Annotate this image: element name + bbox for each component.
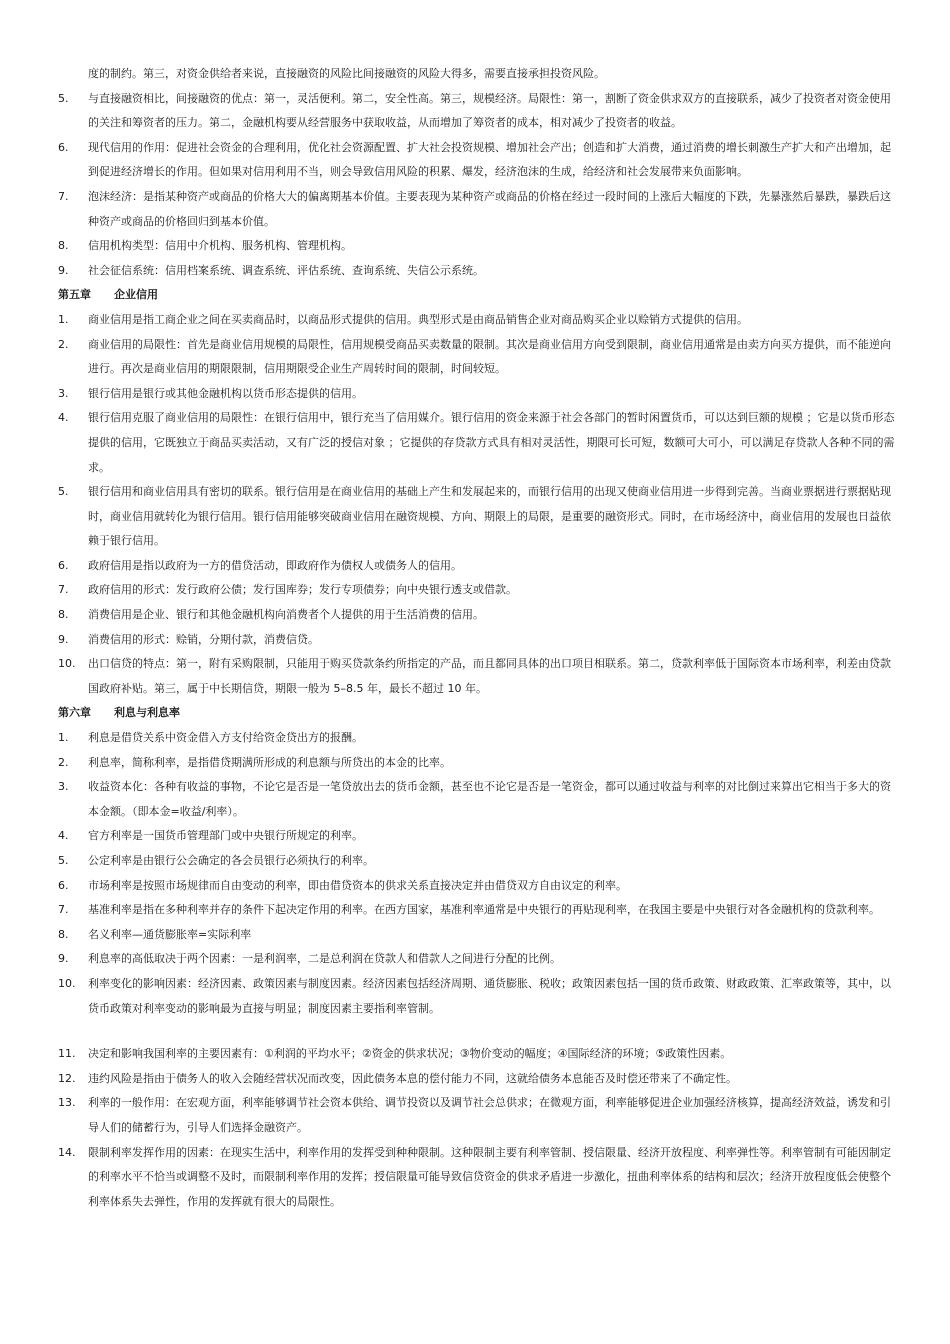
item-text: 消费信用的形式：赊销，分期付款，消费信贷。 [88, 632, 319, 646]
item-number: 9. [58, 263, 69, 277]
item-text: 现代信用的作用：促进社会资金的合理利用，优化社会资源配置、扩大社会投资规模、增加社会产出；创造和扩大消费，通过消费的增长刺激生产扩大和产出增加，起到促进经济增长的作用。但如果对信用利用不当，则会导致信用风险的积累、爆发，经济泡沫的生成，给经济和社会发展带来负面影响。 [88, 140, 891, 179]
item-number: 4. [58, 411, 69, 425]
chapter-title: 企业信用 [114, 288, 158, 302]
list-item [58, 1141, 900, 1215]
item-number: 1. [58, 731, 69, 745]
document-content [58, 62, 900, 1214]
list-item [58, 898, 900, 923]
continuation-paragraph: 度的制约。第三，对资金供给者来说，直接融资的风险比间接融资的风险大得多，需要直接承担投资风险。 [88, 67, 605, 80]
item-text: 银行信用和商业信用具有密切的联系。银行信用是在商业信用的基础上产生和发展起来的，而银行信用的出现又使商业信用进一步得到完善。当商业票据进行票据贴现时，商业信用就转化为银行信用。银行信用能够突破商业信用在融资规模、方向、期限上的局限，是重要的融资形式。同时，在市场经济中，商业信用的发展也日益依赖于银行信用。 [88, 485, 891, 548]
list-item [58, 874, 900, 899]
list-item [58, 333, 900, 382]
item-number: 4. [58, 829, 69, 843]
chapter-heading [58, 701, 900, 726]
blank-line [58, 1021, 900, 1042]
list-item [58, 824, 900, 849]
item-text: 名义利率—通货膨胀率=实际利率 [88, 927, 252, 941]
list-item [58, 554, 900, 579]
item-text: 公定利率是由银行公会确定的各会员银行必须执行的利率。 [88, 854, 374, 867]
item-number: 5. [58, 485, 69, 499]
item-text: 利率的一般作用：在宏观方面，利率能够调节社会资本供给、调节投资以及调节社会总供求；在微观方面，利率能够促进企业加强经济核算，提高经济效益，诱发和引导人们的储蓄行为，引导人们选择金融资产。 [88, 1096, 891, 1134]
item-text: 与直接融资相比，间接融资的优点：第一，灵活便利。第二，安全性高。第三，规模经济。局限性：第一，割断了资金供求双方的直接联系，减少了投资者对资金使用的关注和筹资者的压力。第二，金融机构要从经营服务中获取收益，从而增加了筹资者的成本，相对减少了投资者的收益。 [88, 91, 891, 130]
item-number: 10. [58, 657, 76, 671]
item-text: 决定和影响我国利率的主要因素有：①利润的平均水平；②资金的供求状况；③物价变动的幅度；④国际经济的环境；⑤政策性因素。 [88, 1047, 732, 1061]
list-item [58, 726, 900, 751]
chapter-number: 第六章 [58, 706, 91, 720]
item-text: 政府信用是指以政府为一方的借贷活动，即政府作为债权人或债务人的信用。 [88, 558, 462, 572]
item-number: 3. [58, 780, 69, 794]
item-number: 14. [58, 1145, 76, 1159]
list-item [58, 1067, 900, 1092]
item-text: 政府信用的形式：发行政府公债；发行国库券；发行专项债券；向中央银行透支或借款。 [88, 583, 517, 597]
item-text: 商业信用是指工商企业之间在买卖商品时，以商品形式提供的信用。典型形式是由商品销售企业对商品购买企业以赊销方式提供的信用。 [88, 312, 748, 326]
list-item [58, 136, 900, 185]
item-text: 消费信用是企业、银行和其他金融机构向消费者个人提供的用于生活消费的信用。 [88, 608, 484, 622]
item-number: 3. [58, 386, 69, 400]
list-item [58, 578, 900, 603]
list-item [58, 652, 900, 701]
list-item [58, 1091, 900, 1140]
item-number: 6. [58, 558, 69, 572]
chapter6-list-continued [58, 1042, 900, 1214]
item-number: 1. [58, 312, 69, 326]
item-number: 13. [58, 1096, 76, 1110]
item-number: 11. [58, 1047, 76, 1061]
item-number: 6. [58, 878, 69, 892]
list-item [58, 87, 900, 136]
item-text: 泡沫经济：是指某种资产或商品的价格大大的偏离期基本价值。主要表现为某种资产或商品的价格在经过一段时间的上涨后大幅度的下跌，先暴涨然后暴跌，暴跌后这种资产或商品的价格回归到基本价值。 [88, 189, 891, 228]
list-item [58, 480, 900, 554]
item-number: 5. [58, 854, 69, 867]
list-item [58, 972, 900, 1021]
item-text: 基准利率是指在多种利率并存的条件下起决定作用的利率。在西方国家，基准利率通常是中央银行的再贴现利率，在我国主要是中央银行对各金融机构的贷款利率。 [88, 903, 880, 917]
list-item [58, 382, 900, 407]
list-item [58, 849, 900, 874]
item-text: 银行信用是银行或其他金融机构以货币形态提供的信用。 [88, 386, 363, 400]
item-number: 7. [58, 583, 69, 597]
list-item [58, 751, 900, 776]
item-text: 银行信用克服了商业信用的局限性：在银行信用中，银行充当了信用媒介。银行信用的资金来源于社会各部门的暂时闲置货币，可以达到巨额的规模 ；它是以货币形态提供的信用，它既独立于商品买卖活动，又有广泛的授信对象 ；它提供的存贷款方式具有相对灵活性，期限可长可短，数额可大可小，可以满足存贷款人各种不同的需求。 [88, 411, 895, 474]
list-item [58, 947, 900, 972]
list-item [58, 775, 900, 824]
item-number: 2. [58, 755, 69, 769]
item-text: 商业信用的局限性：首先是商业信用规模的局限性，信用规模受商品买卖数量的限制。其次是商业信用方向受到限制，商业信用通常是由卖方向买方提供，而不能逆向进行。再次是商业信用的期限限制，信用期限受企业生产周转时间的限制，时间较短。 [88, 337, 891, 376]
item-text: 利息率，简称利率，是指借贷期满所形成的利息额与所贷出的本金的比率。 [88, 755, 451, 769]
item-text: 利息是借贷关系中资金借入方支付给资金贷出方的报酬。 [88, 731, 363, 745]
list-item [58, 603, 900, 628]
item-number: 8. [58, 927, 69, 941]
list-item [58, 923, 900, 948]
item-text: 限制利率发挥作用的因素：在现实生活中，利率作用的发挥受到种种限制。这种限制主要有利率管制、授信限量、经济开放程度、利率弹性等。利率管制有可能因制定的利率水平不恰当或调整不及时，而限制利率作用的发挥；授信限量可能导致信贷资金的供求矛盾进一步激化，扭曲利率体系的结构和层次；经济开放程度低会使整个利率体系失去弹性，作用的发挥就有很大的局限性。 [88, 1145, 891, 1208]
item-text: 社会征信系统：信用档案系统、调查系统、评估系统、查询系统、失信公示系统。 [88, 263, 484, 277]
item-text: 利息率的高低取决于两个因素：一是利润率，二是总利润在贷款人和借款人之间进行分配的比例。 [88, 952, 561, 966]
list-item [58, 259, 900, 284]
item-number: 9. [58, 632, 69, 646]
chapter5-list [58, 308, 900, 702]
item-number: 8. [58, 239, 69, 253]
item-text: 市场利率是按照市场规律而自由变动的利率，即由借贷资本的供求关系直接决定并由借贷双方自由议定的利率。 [88, 878, 627, 892]
list-item [58, 1042, 900, 1067]
item-number: 5. [58, 91, 69, 105]
item-number: 6. [58, 140, 69, 154]
chapter-number: 第五章 [58, 288, 91, 302]
chapter4-list [58, 87, 900, 284]
list-item [58, 234, 900, 259]
item-text: 违约风险是指由于债务人的收入会随经营状况而改变，因此债务本息的偿付能力不同，这就给债务本息能否及时偿还带来了不确定性。 [88, 1071, 737, 1085]
item-number: 8. [58, 608, 69, 622]
chapter6-list [58, 726, 900, 1021]
item-number: 7. [58, 189, 69, 203]
list-item [58, 308, 900, 333]
list-item [58, 628, 900, 653]
item-number: 7. [58, 903, 69, 917]
item-text: 利率变化的影响因素：经济因素、政策因素与制度因素。经济因素包括经济周期、通货膨胀、税收；政策因素包括一国的货币政策、财政政策、汇率政策等，其中，以货币政策对利率变动的影响最为直接与明显；制度因素主要指利率管制。 [88, 976, 891, 1015]
list-item [58, 185, 900, 234]
item-number: 12. [58, 1071, 76, 1085]
list-item [58, 406, 900, 480]
item-number: 2. [58, 337, 69, 351]
item-text: 出口信贷的特点：第一，附有采购限制，只能用于购买贷款条约所指定的产品，而且都同具体的出口项目相联系。第二，贷款利率低于国际资本市场利率，利差由贷款国政府补贴。第三，属于中长期信贷，期限一般为 5–8.5 年，最长不超过 10 年。 [88, 657, 891, 695]
item-number: 9. [58, 952, 69, 966]
item-text: 官方利率是一国货币管理部门或中央银行所规定的利率。 [88, 829, 363, 843]
chapter-title: 利息与利息率 [114, 706, 180, 720]
item-text: 信用机构类型：信用中介机构、服务机构、管理机构。 [88, 239, 352, 253]
item-text: 收益资本化：各种有收益的事物，不论它是否是一笔贷放出去的货币金额，甚至也不论它是否是一笔资金，都可以通过收益与利率的对比倒过来算出它相当于多大的资本金额。（即本金=收益/利率）。 [88, 780, 891, 818]
chapter-heading [58, 283, 900, 308]
item-number: 10. [58, 976, 76, 990]
